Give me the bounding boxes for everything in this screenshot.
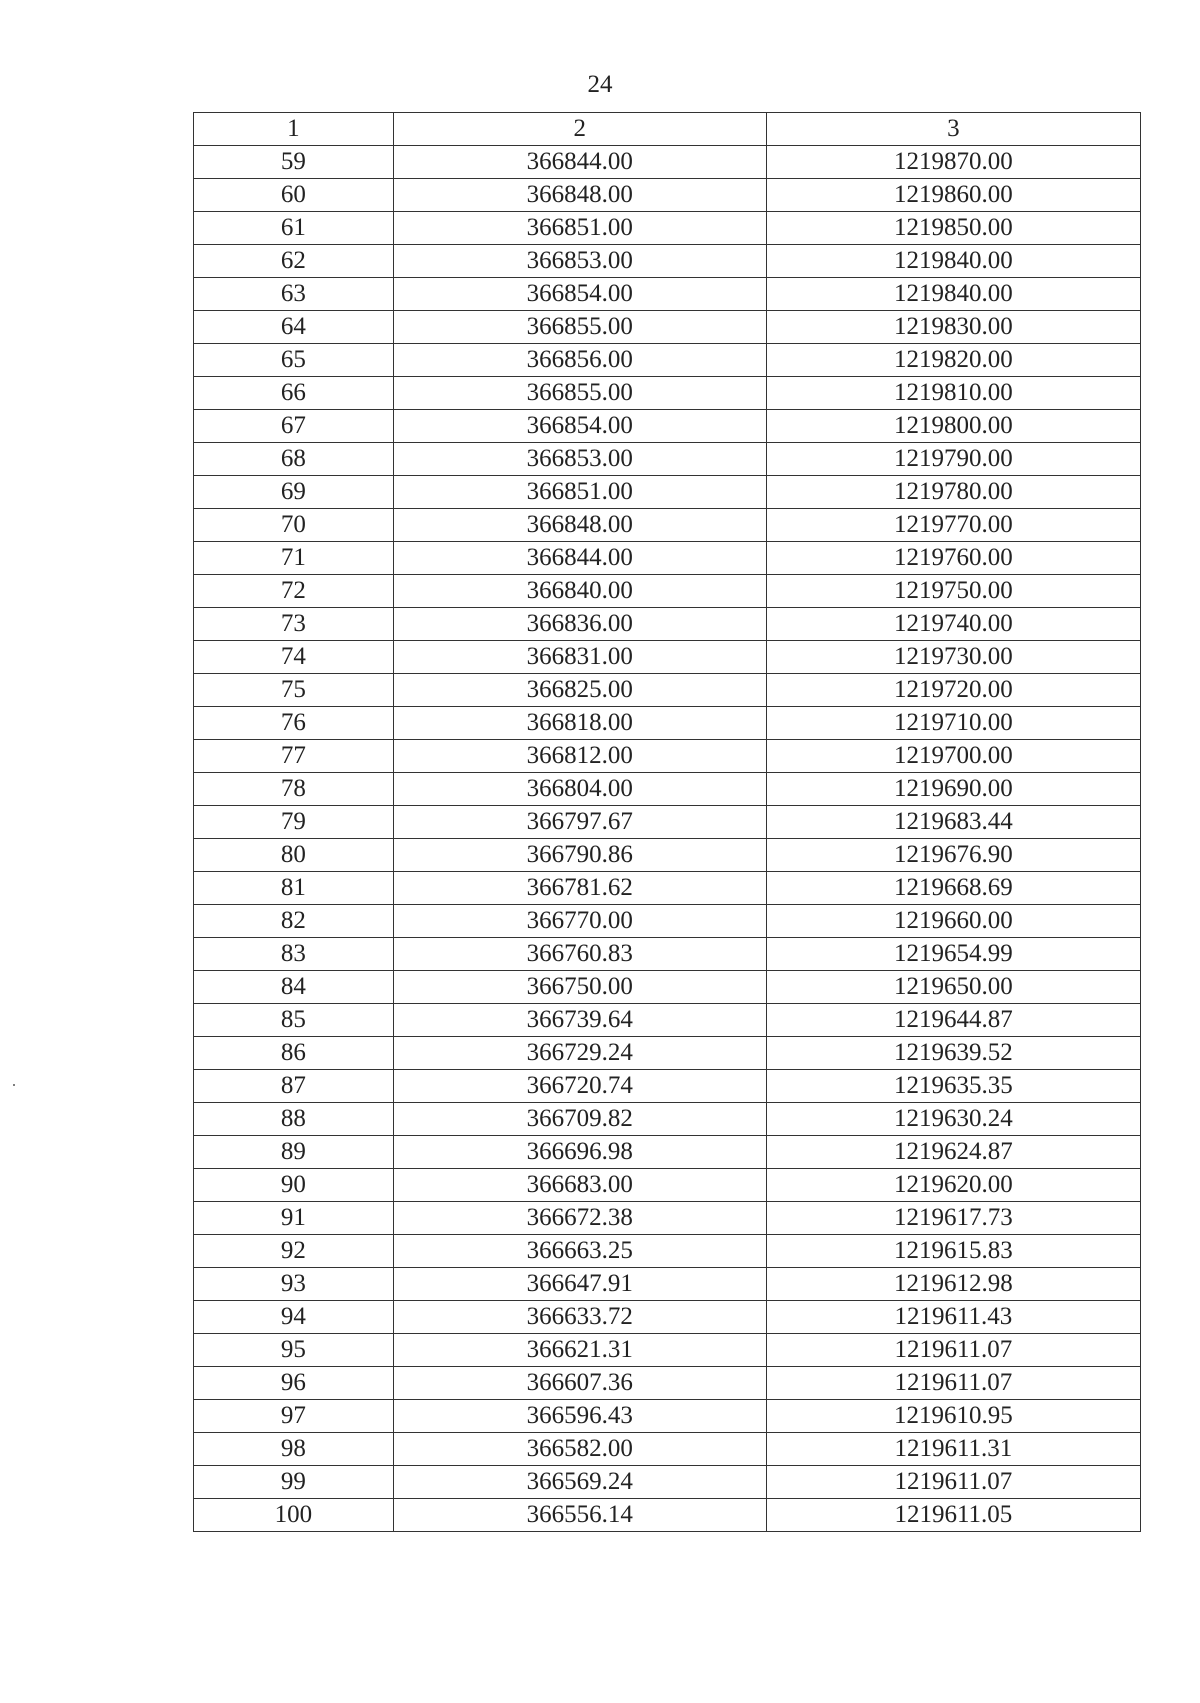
table-cell-col-2: 366836.00 — [393, 608, 766, 641]
table-cell-col-3: 1219644.87 — [766, 1004, 1140, 1037]
table-row — [194, 806, 1141, 839]
table-row — [194, 608, 1141, 641]
table-cell-col-3: 1219660.00 — [766, 905, 1140, 938]
table-cell-col-2: 366683.00 — [393, 1169, 766, 1202]
table-row — [194, 344, 1141, 377]
table-cell-col-2: 366781.62 — [393, 872, 766, 905]
table-cell-col-3: 1219870.00 — [766, 146, 1140, 179]
table-row — [194, 1202, 1141, 1235]
table-cell-col-3: 1219612.98 — [766, 1268, 1140, 1301]
table-cell-col-1: 63 — [194, 278, 394, 311]
table-cell-col-2: 366818.00 — [393, 707, 766, 740]
table-row — [194, 839, 1141, 872]
table-cell-col-3: 1219770.00 — [766, 509, 1140, 542]
table-row — [194, 1499, 1141, 1532]
table-row — [194, 1136, 1141, 1169]
table-cell-col-3: 1219730.00 — [766, 641, 1140, 674]
table-cell-col-1: 78 — [194, 773, 394, 806]
table-cell-col-3: 1219720.00 — [766, 674, 1140, 707]
table-cell-col-3: 1219840.00 — [766, 278, 1140, 311]
table-cell-col-2: 366856.00 — [393, 344, 766, 377]
table-cell-col-3: 1219611.07 — [766, 1334, 1140, 1367]
table-cell-col-2: 366825.00 — [393, 674, 766, 707]
table-row — [194, 179, 1141, 212]
table-row — [194, 1433, 1141, 1466]
table-row — [194, 773, 1141, 806]
table-cell-col-1: 76 — [194, 707, 394, 740]
table-cell-col-2: 366556.14 — [393, 1499, 766, 1532]
table-row — [194, 641, 1141, 674]
table-cell-col-3: 1219780.00 — [766, 476, 1140, 509]
table-cell-col-1: 80 — [194, 839, 394, 872]
table-row — [194, 575, 1141, 608]
table-cell-col-3: 1219740.00 — [766, 608, 1140, 641]
table-row — [194, 938, 1141, 971]
table-cell-col-2: 366851.00 — [393, 212, 766, 245]
table-cell-col-1: 82 — [194, 905, 394, 938]
table-cell-col-3: 1219820.00 — [766, 344, 1140, 377]
table-cell-col-3: 1219611.07 — [766, 1466, 1140, 1499]
scan-speck — [13, 1084, 15, 1086]
table-cell-col-3: 1219800.00 — [766, 410, 1140, 443]
table-cell-col-3: 1219850.00 — [766, 212, 1140, 245]
table-cell-col-3: 1219860.00 — [766, 179, 1140, 212]
table-cell-col-2: 366633.72 — [393, 1301, 766, 1334]
table-row — [194, 509, 1141, 542]
table-cell-col-3: 1219676.90 — [766, 839, 1140, 872]
table-cell-col-2: 366663.25 — [393, 1235, 766, 1268]
table-cell-col-2: 366840.00 — [393, 575, 766, 608]
table-cell-col-3: 1219840.00 — [766, 245, 1140, 278]
table-cell-col-3: 1219810.00 — [766, 377, 1140, 410]
table-cell-col-1: 69 — [194, 476, 394, 509]
table-cell-col-2: 366853.00 — [393, 245, 766, 278]
table-cell-col-3: 1219690.00 — [766, 773, 1140, 806]
table-cell-col-2: 366790.86 — [393, 839, 766, 872]
table-cell-col-1: 99 — [194, 1466, 394, 1499]
table-cell-col-1: 65 — [194, 344, 394, 377]
table-cell-col-3: 1219611.07 — [766, 1367, 1140, 1400]
table-cell-col-1: 86 — [194, 1037, 394, 1070]
page-number: 24 — [587, 71, 613, 98]
table-row — [194, 311, 1141, 344]
table-cell-col-1: 96 — [194, 1367, 394, 1400]
table-row — [194, 1268, 1141, 1301]
table-cell-col-1: 74 — [194, 641, 394, 674]
table-cell-col-3: 1219630.24 — [766, 1103, 1140, 1136]
table-cell-col-2: 366853.00 — [393, 443, 766, 476]
table-cell-col-3: 1219668.69 — [766, 872, 1140, 905]
table-cell-col-1: 73 — [194, 608, 394, 641]
table-cell-col-2: 366854.00 — [393, 278, 766, 311]
table-cell-col-1: 62 — [194, 245, 394, 278]
table-row — [194, 212, 1141, 245]
coordinates-table — [193, 112, 1141, 1532]
table-row — [194, 1169, 1141, 1202]
table-cell-col-3: 1219639.52 — [766, 1037, 1140, 1070]
table-cell-col-2: 366607.36 — [393, 1367, 766, 1400]
table-cell-col-3: 1219760.00 — [766, 542, 1140, 575]
table-cell-col-2: 366851.00 — [393, 476, 766, 509]
table-row — [194, 1103, 1141, 1136]
table-cell-col-1: 90 — [194, 1169, 394, 1202]
table-cell-col-2: 366760.83 — [393, 938, 766, 971]
table-cell-col-2: 366750.00 — [393, 971, 766, 1004]
table-cell-col-1: 77 — [194, 740, 394, 773]
table-cell-col-2: 366770.00 — [393, 905, 766, 938]
table-cell-col-3: 1219683.44 — [766, 806, 1140, 839]
table-cell-col-1: 68 — [194, 443, 394, 476]
table-cell-col-2: 366720.74 — [393, 1070, 766, 1103]
table-cell-col-2: 366709.82 — [393, 1103, 766, 1136]
table-cell-col-1: 79 — [194, 806, 394, 839]
table-row — [194, 1004, 1141, 1037]
table-cell-col-1: 66 — [194, 377, 394, 410]
table-cell-col-2: 366647.91 — [393, 1268, 766, 1301]
table-row — [194, 278, 1141, 311]
table-cell-col-3: 1219700.00 — [766, 740, 1140, 773]
table-cell-col-1: 75 — [194, 674, 394, 707]
table-cell-col-1: 59 — [194, 146, 394, 179]
table-cell-col-1: 92 — [194, 1235, 394, 1268]
table-cell-col-3: 1219617.73 — [766, 1202, 1140, 1235]
table-cell-col-1: 71 — [194, 542, 394, 575]
table-cell-col-2: 366596.43 — [393, 1400, 766, 1433]
table-row — [194, 1367, 1141, 1400]
table-cell-col-2: 366844.00 — [393, 146, 766, 179]
table-row — [194, 410, 1141, 443]
table-cell-col-2: 366804.00 — [393, 773, 766, 806]
table-cell-col-2: 366848.00 — [393, 509, 766, 542]
table-row — [194, 905, 1141, 938]
table-cell-col-3: 1219610.95 — [766, 1400, 1140, 1433]
table-cell-col-3: 1219654.99 — [766, 938, 1140, 971]
table-cell-col-1: 61 — [194, 212, 394, 245]
table-row — [194, 1334, 1141, 1367]
table-cell-col-3: 1219611.05 — [766, 1499, 1140, 1532]
table-cell-col-3: 1219710.00 — [766, 707, 1140, 740]
table-cell-col-2: 366831.00 — [393, 641, 766, 674]
table-cell-col-3: 1219750.00 — [766, 575, 1140, 608]
table-cell-col-1: 98 — [194, 1433, 394, 1466]
table-cell-col-1: 91 — [194, 1202, 394, 1235]
table-cell-col-2: 366797.67 — [393, 806, 766, 839]
table-cell-col-2: 366854.00 — [393, 410, 766, 443]
table-cell-col-2: 366582.00 — [393, 1433, 766, 1466]
table-cell-col-3: 1219830.00 — [766, 311, 1140, 344]
header-cell-1: 1 — [194, 113, 394, 146]
table-row — [194, 476, 1141, 509]
table-row — [194, 1400, 1141, 1433]
table-cell-col-1: 97 — [194, 1400, 394, 1433]
table-row — [194, 674, 1141, 707]
table-row — [194, 971, 1141, 1004]
table-row — [194, 1235, 1141, 1268]
table-cell-col-1: 87 — [194, 1070, 394, 1103]
table-cell-col-1: 85 — [194, 1004, 394, 1037]
table-cell-col-1: 93 — [194, 1268, 394, 1301]
table-cell-col-1: 64 — [194, 311, 394, 344]
table-cell-col-1: 67 — [194, 410, 394, 443]
table-cell-col-1: 94 — [194, 1301, 394, 1334]
table-cell-col-1: 88 — [194, 1103, 394, 1136]
table-cell-col-2: 366696.98 — [393, 1136, 766, 1169]
table-row — [194, 872, 1141, 905]
table-cell-col-2: 366569.24 — [393, 1466, 766, 1499]
table-row — [194, 1466, 1141, 1499]
table-cell-col-1: 70 — [194, 509, 394, 542]
table-row — [194, 740, 1141, 773]
table-cell-col-3: 1219611.43 — [766, 1301, 1140, 1334]
table-cell-col-3: 1219611.31 — [766, 1433, 1140, 1466]
table-cell-col-1: 84 — [194, 971, 394, 1004]
table-cell-col-2: 366739.64 — [393, 1004, 766, 1037]
table-body — [194, 113, 1141, 1532]
table-cell-col-2: 366729.24 — [393, 1037, 766, 1070]
table-cell-col-3: 1219635.35 — [766, 1070, 1140, 1103]
table-cell-col-2: 366812.00 — [393, 740, 766, 773]
table-row — [194, 542, 1141, 575]
header-cell-2: 2 — [393, 113, 766, 146]
table-row — [194, 245, 1141, 278]
table-cell-col-1: 89 — [194, 1136, 394, 1169]
table-cell-col-3: 1219620.00 — [766, 1169, 1140, 1202]
table-cell-col-2: 366844.00 — [393, 542, 766, 575]
table-row — [194, 146, 1141, 179]
table-cell-col-2: 366621.31 — [393, 1334, 766, 1367]
table-cell-col-1: 81 — [194, 872, 394, 905]
table-cell-col-1: 72 — [194, 575, 394, 608]
table-row — [194, 1070, 1141, 1103]
header-cell-3: 3 — [766, 113, 1140, 146]
table-row — [194, 707, 1141, 740]
table-cell-col-1: 83 — [194, 938, 394, 971]
table-cell-col-3: 1219650.00 — [766, 971, 1140, 1004]
table-cell-col-2: 366848.00 — [393, 179, 766, 212]
table-row — [194, 443, 1141, 476]
table-cell-col-2: 366672.38 — [393, 1202, 766, 1235]
table-cell-col-1: 60 — [194, 179, 394, 212]
table-cell-col-1: 100 — [194, 1499, 394, 1532]
table-cell-col-2: 366855.00 — [393, 377, 766, 410]
table-row — [194, 1301, 1141, 1334]
table-cell-col-3: 1219624.87 — [766, 1136, 1140, 1169]
table-cell-col-1: 95 — [194, 1334, 394, 1367]
table-cell-col-2: 366855.00 — [393, 311, 766, 344]
table-header-row — [194, 113, 1141, 146]
table-cell-col-3: 1219615.83 — [766, 1235, 1140, 1268]
table-row — [194, 377, 1141, 410]
table-cell-col-3: 1219790.00 — [766, 443, 1140, 476]
table-row — [194, 1037, 1141, 1070]
